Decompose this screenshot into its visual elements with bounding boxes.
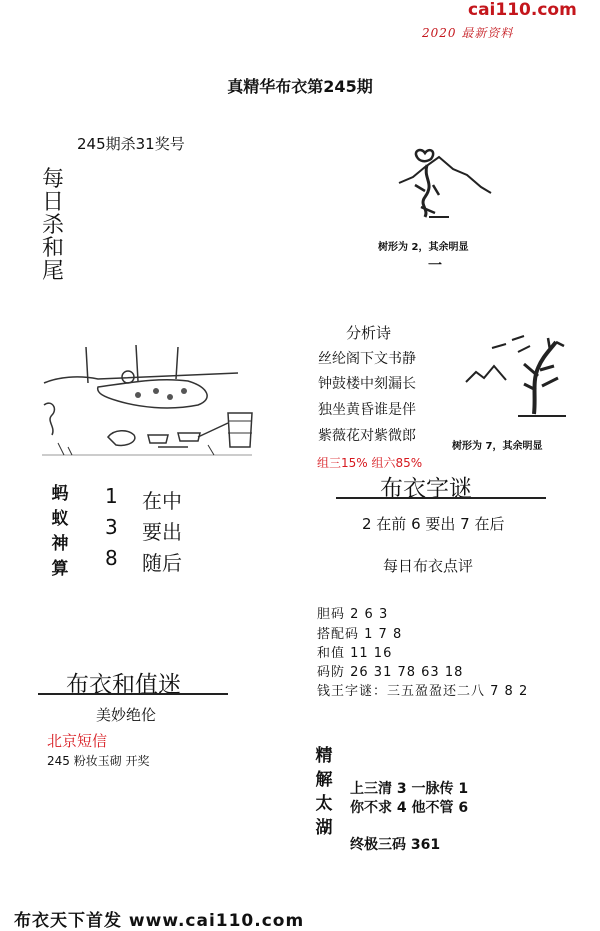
jingjie-char: 解 bbox=[315, 770, 333, 790]
jingjie-char: 太 bbox=[315, 794, 333, 814]
poem-line: 独坐黄昏谁是伴 bbox=[318, 402, 416, 418]
figure-1-caption: 树形为 2，其余明显 bbox=[378, 242, 469, 253]
daily-kill-vertical bbox=[40, 168, 66, 283]
site-logo: cai110.com bbox=[468, 0, 577, 20]
poem-line: 紫薇花对紫微郎 bbox=[318, 428, 416, 444]
review-stat: 搭配码 1 7 8 bbox=[317, 627, 403, 642]
review-stat: 码防 26 31 78 63 18 bbox=[317, 665, 464, 680]
header-subtitle: 2020 最新资料 bbox=[422, 26, 514, 40]
daily-review-title: 每日布衣点评 bbox=[383, 557, 474, 575]
poem-title: 分析诗 bbox=[346, 324, 392, 342]
footer-text: 布衣天下首发 www.cai110.com bbox=[14, 911, 305, 931]
daily-kill-char: 每 bbox=[41, 167, 64, 192]
ant-number: 3 bbox=[105, 515, 118, 539]
ant-number: 1 bbox=[105, 484, 118, 508]
poem-line: 丝纶阁下文书静 bbox=[318, 351, 416, 367]
review-stat: 胆码 2 6 3 bbox=[317, 607, 389, 622]
combo-ratio: 组三15% 组六85% bbox=[317, 456, 423, 470]
ant-label-char: 神 bbox=[51, 534, 69, 554]
review-stat: 和值 11 16 bbox=[317, 646, 393, 661]
jingjie-char: 湖 bbox=[315, 818, 333, 838]
jingjie-taihu-vertical bbox=[313, 744, 335, 840]
ant-calc-vertical bbox=[47, 482, 73, 582]
buyi-sum-title: 布衣和值迷 bbox=[66, 672, 181, 698]
review-stat: 钱王字谜：三五盈盈还二八 7 8 2 bbox=[317, 684, 529, 699]
ant-text: 要出 bbox=[142, 520, 182, 544]
tree-figure-1 bbox=[395, 145, 495, 230]
buyi-sum-underline bbox=[38, 693, 228, 695]
poem-line: 钟鼓楼中刻漏长 bbox=[318, 376, 416, 392]
jingjie-line: 上三清 3 一脉传 1 bbox=[350, 781, 469, 797]
ant-scene-illustration bbox=[38, 343, 256, 461]
ant-number: 8 bbox=[105, 546, 118, 570]
page-title: 真精华布衣第245期 bbox=[227, 77, 373, 96]
ant-label-char: 算 bbox=[51, 559, 69, 579]
riddle-underline bbox=[336, 497, 546, 499]
ant-label-char: 蚂 bbox=[51, 484, 69, 504]
jingjie-line: 终极三码 361 bbox=[350, 837, 441, 853]
daily-kill-char: 日 bbox=[41, 190, 64, 215]
figure-1-mark: 一 bbox=[428, 258, 442, 274]
ant-text: 在中 bbox=[142, 489, 182, 513]
kill-number-label: 245期杀31奖号 bbox=[77, 135, 185, 153]
daily-kill-char: 杀 bbox=[41, 213, 64, 238]
ant-text: 随后 bbox=[142, 551, 182, 575]
figure-2-caption: 树形为 7，其余明显 bbox=[452, 441, 543, 452]
beijing-sms-text: 245 粉妆玉砌 开奖 bbox=[47, 754, 150, 768]
riddle-title: 布衣字谜 bbox=[380, 476, 472, 502]
buyi-sum-subtitle: 美妙绝伦 bbox=[96, 706, 157, 724]
tree-figure-2 bbox=[462, 330, 574, 420]
jingjie-char: 精 bbox=[315, 746, 333, 766]
daily-kill-char: 尾 bbox=[41, 259, 64, 284]
ant-label-char: 蚁 bbox=[51, 509, 69, 529]
riddle-text: 2 在前 6 要出 7 在后 bbox=[362, 515, 505, 533]
daily-kill-char: 和 bbox=[41, 236, 64, 261]
beijing-sms-label: 北京短信 bbox=[47, 732, 108, 750]
jingjie-line: 你不求 4 他不管 6 bbox=[350, 800, 469, 816]
